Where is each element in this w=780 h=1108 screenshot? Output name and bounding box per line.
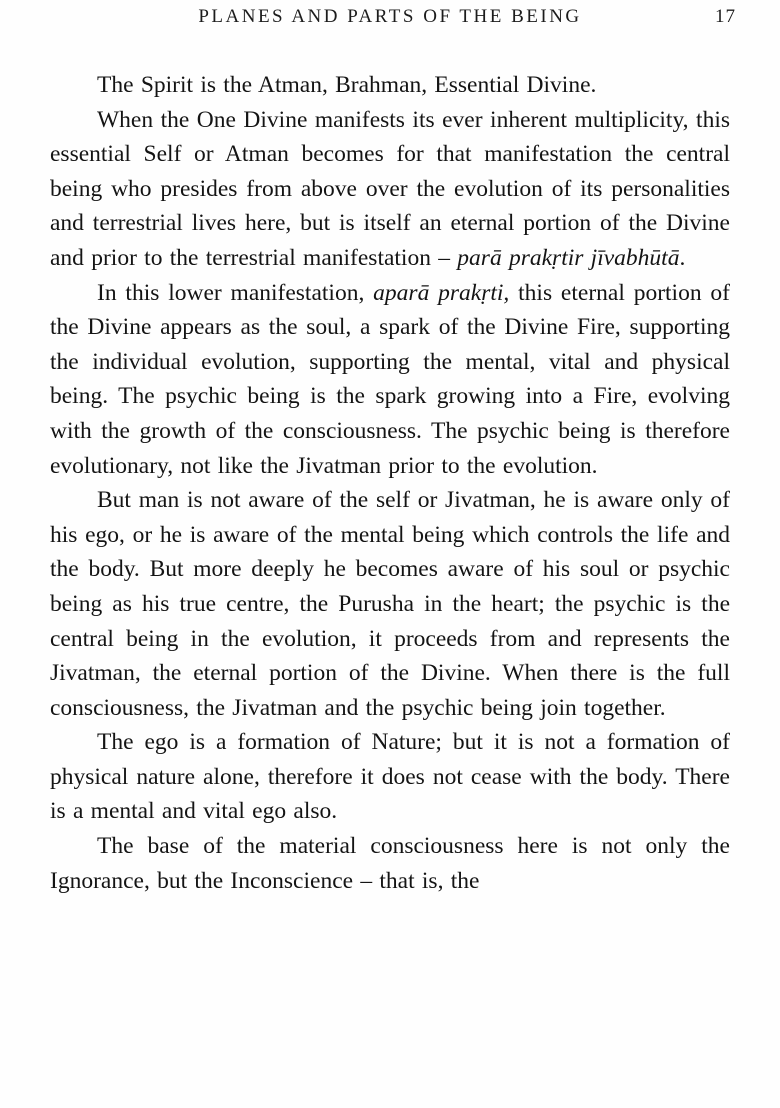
text-run: But man is not aware of the self or Jivatman, he is aware only of his ego, or he is aware of the mental being which controls the life and the body. But more deeply he becomes aware of his soul or psychic being as his true centre, the Purusha in the heart; the psychic is the central being in the evolution, it proceeds from and represents the Jivatman, the eternal portion of the Divine. When there is the full consciousness, the Jivatman and the psychic being join together. — [50, 487, 730, 721]
paragraph — [50, 68, 730, 103]
text-run: In this lower manifestation, — [97, 279, 374, 306]
paragraph — [50, 725, 730, 829]
paragraph — [50, 483, 730, 725]
page-body — [50, 68, 730, 898]
text-run: this eternal portion of the Divine appears as the soul, a spark of the Divine Fire, supporting the individual evolution, supporting the mental, vital and physical being. The psychic being is the spark growing into a Fire, evolving with the growth of the consciousness. The psychic being is therefore evolutionary, not like the Jivatman prior to the evolution. — [50, 279, 730, 479]
text-run: The base of the material consciousness here is not only the Ignorance, but the Inconscience – that is, the — [50, 833, 730, 894]
text-run: When the One Divine manifests its ever inherent multiplicity, this essential Self or Atman becomes for that manifestation the central being who presides from above over the evolution of its personalities and terrestrial lives here, but is itself an eternal portion of the Divine and prior to the terrestrial manifestation – — [50, 106, 730, 271]
page-number: 17 — [715, 6, 736, 27]
italic-text: parā prakṛtir jīvabhūtā — [457, 244, 680, 271]
paragraph — [50, 276, 730, 484]
running-header — [50, 6, 736, 36]
text-run: . — [679, 244, 686, 271]
paragraph — [50, 103, 730, 276]
text-run: The ego is a formation of Nature; but it is not a formation of physical nature alone, therefore it does not cease with the body. There is a mental and vital ego also. — [50, 729, 730, 825]
italic-text: aparā prakṛti, — [373, 279, 510, 306]
paragraph — [50, 829, 730, 898]
text-run: The Spirit is the Atman, Brahman, Essential Divine. — [97, 72, 597, 98]
page-title: PLANES AND PARTS OF THE BEING — [198, 6, 582, 27]
